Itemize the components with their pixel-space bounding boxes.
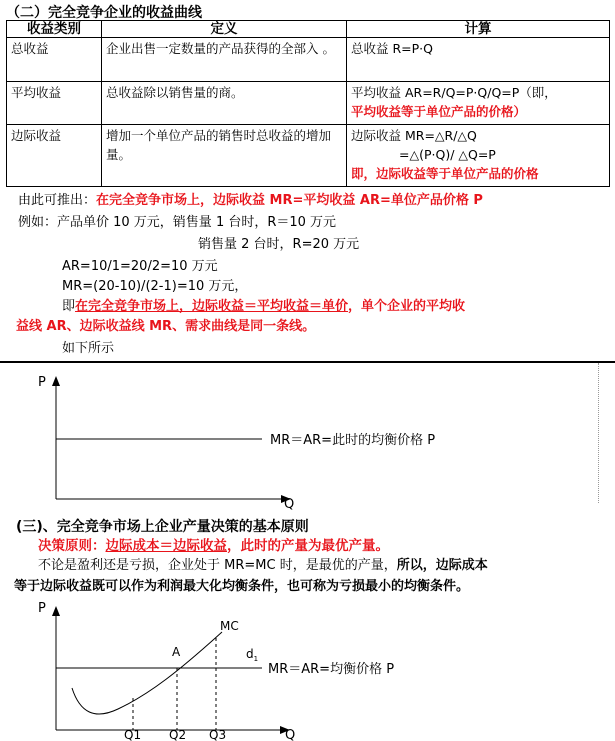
inference-prefix: 由此可推出： bbox=[18, 193, 97, 208]
example-line: 例如：产品单价 10 万元，销售量 1 台时，R＝10 万元 bbox=[18, 215, 337, 230]
y-axis-arrow bbox=[52, 376, 60, 386]
calc-text: 总收益 R=P·Q bbox=[351, 41, 433, 56]
paragraph-text: 不论是盈利还是亏损，企业处于 MR=MC 时，是最优的产量， bbox=[38, 558, 397, 573]
table-cell bbox=[347, 82, 610, 125]
table-cell: 总收益除以销售量的商。 bbox=[102, 82, 347, 125]
conclusion-line bbox=[62, 298, 465, 316]
section-divider bbox=[0, 361, 615, 363]
d-label bbox=[246, 647, 258, 663]
mc-chart bbox=[0, 598, 615, 741]
paragraph-line bbox=[38, 557, 488, 575]
d-label-main: d bbox=[246, 647, 254, 661]
as-below-text: 如下所示 bbox=[62, 341, 115, 356]
q1-label: Q1 bbox=[124, 728, 142, 741]
conclusion-underlined: 在完全竞争市场上，边际收益＝平均收益＝单价 bbox=[75, 299, 349, 314]
revenue-chart bbox=[0, 364, 615, 514]
q3-label: Q3 bbox=[209, 728, 227, 741]
q2-label: Q2 bbox=[169, 728, 187, 741]
mc-curve bbox=[72, 632, 222, 714]
principle-prefix: 决策原则： bbox=[38, 538, 106, 554]
line-label: MR＝AR=此时的均衡价格 P bbox=[270, 433, 436, 448]
y-axis-label: P bbox=[38, 375, 46, 390]
y-axis-arrow bbox=[52, 606, 60, 616]
paragraph-bold: 所以，边际成本 bbox=[396, 558, 488, 573]
d-label-sub: 1 bbox=[253, 655, 259, 663]
calc-text: 边际收益 MR=△R/△Q bbox=[351, 128, 477, 143]
table-row bbox=[7, 125, 610, 187]
table-cell bbox=[347, 38, 610, 82]
paragraph-line: 等于边际收益既可以作为利润最大化均衡条件，也可称为亏损最小的均衡条件。 bbox=[14, 579, 470, 594]
calc-text: =△(P·Q)/ △Q=P bbox=[399, 147, 496, 162]
calc-highlight: 平均收益等于单位产品的价格） bbox=[351, 104, 527, 119]
table-cell: 增加一个单位产品的销售时总收益的增加量。 bbox=[102, 125, 347, 187]
inference-line bbox=[18, 192, 483, 210]
section-title: （二）完全竞争企业的收益曲线 bbox=[6, 5, 202, 21]
point-a-label: A bbox=[172, 645, 181, 659]
table-row bbox=[7, 38, 610, 82]
example-line: AR=10/1=20/2=10 万元 bbox=[62, 259, 218, 274]
conclusion-prefix: 即 bbox=[62, 299, 76, 314]
calc-highlight: 即，边际收益等于单位产品的价格 bbox=[351, 166, 539, 181]
table-header: 计算 bbox=[347, 21, 610, 38]
revenue-table bbox=[6, 20, 610, 187]
calc-text: 平均收益 AR=R/Q=P·Q/Q=P（即， bbox=[351, 85, 557, 100]
conclusion-line-2: 益线 AR、边际收益线 MR、需求曲线是同一条线。 bbox=[16, 319, 316, 334]
table-header-row bbox=[7, 21, 610, 38]
inference-highlight: 在完全竞争市场上，边际收益 MR=平均收益 AR=单位产品价格 P bbox=[96, 193, 483, 208]
table-header: 定义 bbox=[102, 21, 347, 38]
section-title: (三)、完全竞争市场上企业产量决策的基本原则 bbox=[16, 519, 309, 535]
example-line: 销售量 2 台时，R=20 万元 bbox=[198, 237, 360, 252]
conclusion-rest: ，单个企业的平均收 bbox=[348, 299, 466, 314]
principle-rest: ，此时的产量为最优产量。 bbox=[227, 538, 389, 554]
principle-line bbox=[38, 537, 389, 555]
line-label: MR＝AR=均衡价格 P bbox=[268, 662, 395, 677]
mc-label: MC bbox=[220, 619, 239, 633]
example-line: MR=(20-10)/(2-1)=10 万元， bbox=[62, 279, 248, 294]
principle-underlined: 边际成本＝边际收益 bbox=[105, 538, 227, 554]
table-cell: 企业出售一定数量的产品获得的全部入 。 bbox=[102, 38, 347, 82]
y-axis-label: P bbox=[38, 601, 46, 616]
table-cell bbox=[347, 125, 610, 187]
table-cell: 总收益 bbox=[7, 38, 102, 82]
table-cell: 边际收益 bbox=[7, 125, 102, 187]
table-header: 收益类别 bbox=[7, 21, 102, 38]
table-row bbox=[7, 82, 610, 125]
x-axis-label: Q bbox=[284, 497, 295, 512]
table-cell: 平均收益 bbox=[7, 82, 102, 125]
x-axis-label: Q bbox=[285, 728, 296, 741]
